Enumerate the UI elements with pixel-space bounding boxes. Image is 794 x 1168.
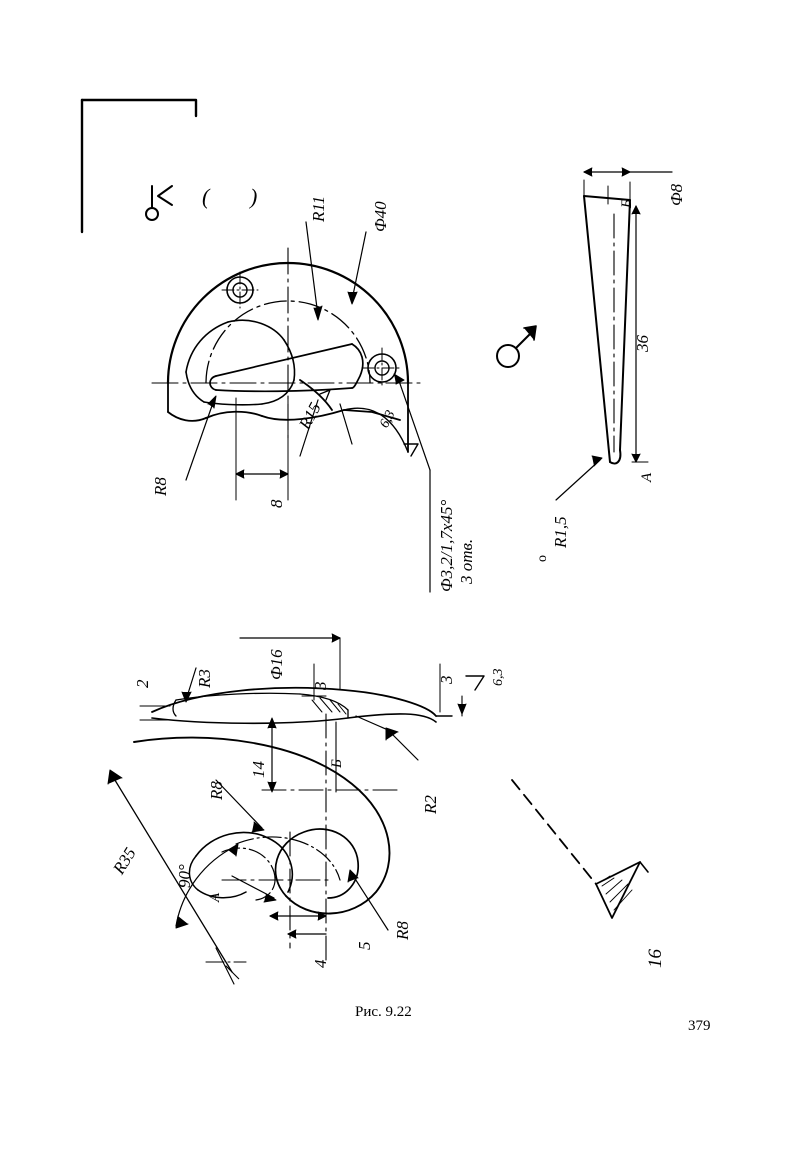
label-hole-count: 3 отв. [457, 538, 476, 584]
label-b-mark2: Б [329, 759, 345, 768]
label-r11: R11 [309, 195, 328, 222]
label-r2: R2 [421, 795, 440, 814]
label-dim16: 16 [645, 949, 666, 968]
leader-hole-note [398, 378, 430, 470]
plan-bottom-1 [206, 412, 262, 418]
label-dim36: 36 [633, 335, 652, 352]
plan-blade-tip [352, 344, 363, 388]
label-a-mark2: A [207, 892, 223, 902]
detail-dashed-line [512, 780, 596, 884]
frame-bracket-top [82, 100, 196, 116]
roughness-triangle-2 [466, 676, 484, 690]
side-tip [610, 450, 620, 464]
finish-circle-icon [146, 208, 158, 220]
label-ang90: 90° [175, 864, 194, 888]
label-dim14: 14 [249, 761, 268, 778]
label-d8: Ф8 [667, 183, 686, 206]
label-r8-b: R8 [393, 921, 412, 940]
leader-r11 [306, 222, 318, 316]
detail-flag-tail [640, 862, 648, 872]
dim8-arrow-r [280, 470, 288, 478]
dim4-arrow-l [288, 930, 296, 938]
detail-flag [596, 862, 640, 918]
dim8-arrow-l [236, 470, 244, 478]
finish-paren-close: ) [250, 184, 258, 209]
cam-inner2 [222, 848, 274, 872]
label-rough-63b: 6,3 [491, 668, 506, 686]
label-circle-prefix: о [535, 555, 550, 562]
side-left-edge [584, 196, 610, 462]
leader-r15-arrow [592, 456, 602, 466]
leader-r11-arrow [314, 306, 322, 320]
finish-paren-open: ( [202, 184, 210, 209]
dim36-arrow-bot [632, 454, 640, 462]
label-dim4: 4 [311, 959, 330, 968]
leader-d40-arrow [348, 292, 357, 304]
figure-caption: Рис. 9.22 [355, 1004, 412, 1020]
plan-hub-arc1 [186, 322, 228, 372]
r35-cross-tick [216, 948, 234, 984]
dim3r-arrow [458, 704, 466, 714]
label-dim2: 2 [133, 679, 152, 688]
plan-hub-arc3 [228, 320, 284, 340]
side-right-edge [620, 200, 630, 450]
plan-hub-arc2 [186, 372, 204, 402]
d16-arrow-r [332, 634, 340, 642]
sec-plate-bot [152, 714, 436, 723]
leader-r15-side [556, 460, 600, 500]
angle90-arrow2 [228, 844, 238, 856]
cam-inner3 [256, 872, 275, 900]
leader-r2b [356, 716, 388, 730]
sec-plate-top [152, 688, 436, 716]
plan-left-bottom [168, 412, 206, 421]
label-d40: Ф40 [371, 201, 390, 232]
label-dim3-right: 3 [437, 675, 456, 684]
label-r35: R35 [109, 844, 140, 878]
label-r15: R15 [295, 399, 325, 433]
label-dim3-mid: 3 [311, 681, 330, 690]
cam-inner [276, 829, 359, 898]
d8-arrow-l [584, 168, 592, 176]
sec-plate-inner1 [176, 693, 300, 700]
label-r8-left: R8 [151, 477, 170, 496]
finish-check-icon [158, 186, 172, 205]
leader-r8 [186, 400, 214, 480]
label-hole-note: Ф3,2/1,7х45° [437, 499, 456, 592]
label-r15-side: R1,5 [551, 516, 570, 548]
r35-arrow [108, 770, 122, 784]
dim5-arrow-l [270, 912, 278, 920]
label-r3: R3 [195, 669, 214, 688]
label-dim5: 5 [355, 941, 374, 950]
label-rough-63: 6,3 [377, 408, 399, 431]
angle90-arrow1 [176, 916, 188, 928]
page-number: 379 [688, 1018, 711, 1034]
d8-arrow-r [622, 168, 630, 176]
cam-dashdot [236, 837, 340, 880]
label-dim8: 8 [267, 499, 286, 508]
plan-blade-bottom [216, 388, 352, 391]
label-b-mark: Б [619, 199, 635, 208]
label-d16: Ф16 [267, 649, 286, 680]
label-a-mark: A [639, 472, 655, 482]
plan-blade-top [216, 344, 352, 376]
label-r8-a: R8 [207, 781, 226, 800]
